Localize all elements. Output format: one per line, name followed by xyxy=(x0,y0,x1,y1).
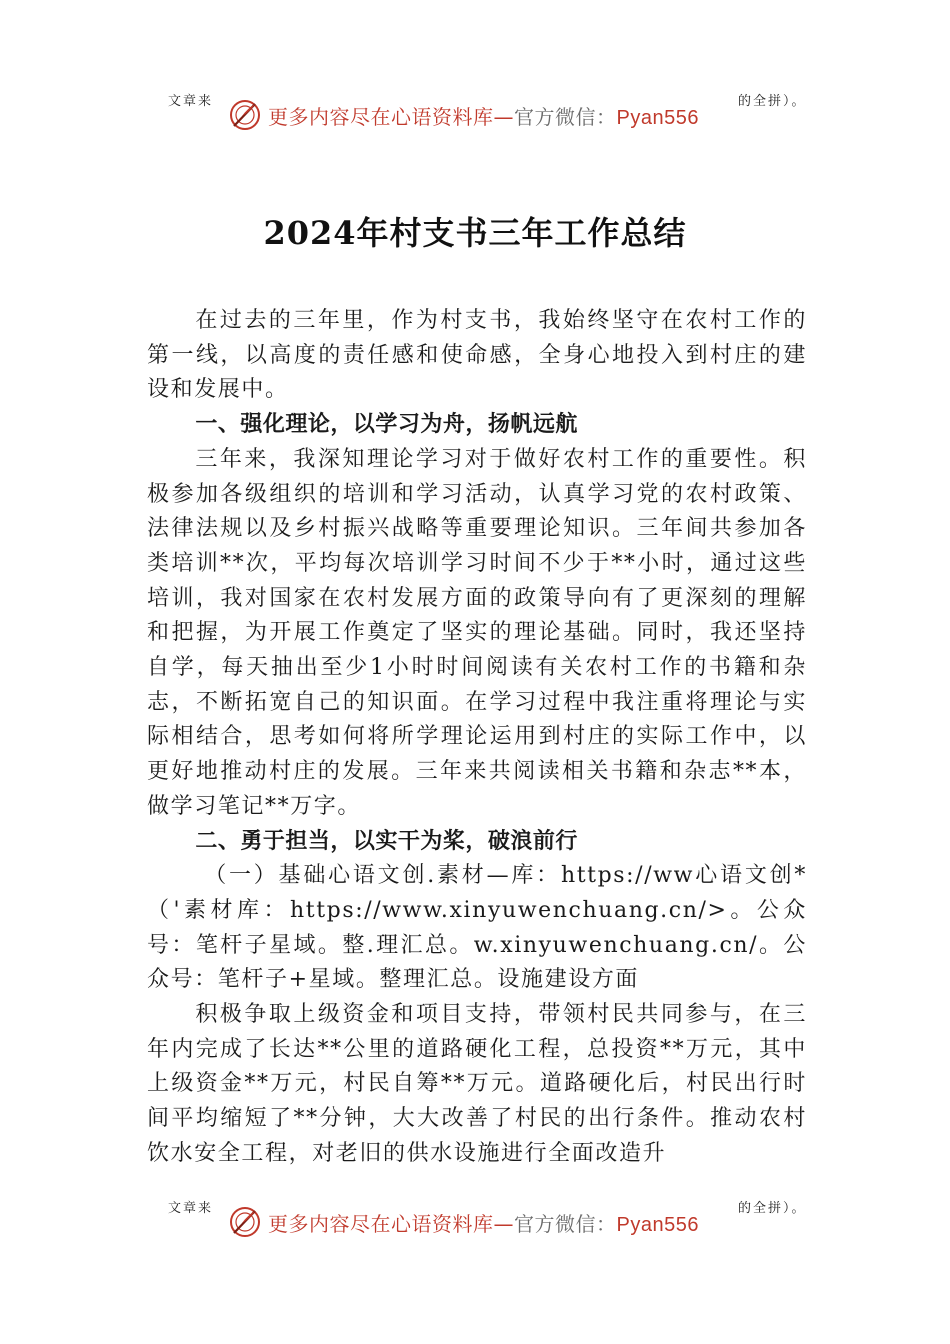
footer-banner-dash: — xyxy=(493,1211,514,1236)
subsection-1-heading: （一）基础心语文创.素材—库：https://ww心语文创*（'素材库：https://www.xinyuwenchuang.cn/>。公众号：笔杆子星域。整.理汇总。w.xinyuwenchuang.cn/。公众号：笔杆子+星域。整理汇总。设施建设方面 xyxy=(147,863,807,993)
quill-seal-logo-icon xyxy=(228,98,262,132)
section-2-paragraph: 积极争取上级资金和项目支持，带领村民共同参与，在三年内完成了长达**公里的道路硬化工程，总投资**万元，其中上级资金**万元，村民自筹**万元。道路硬化后，村民出行时间平均缩短了**分钟，大大改善了村民的出行条件。推动农村饮水安全工程，对老旧的供水设施进行全面改造升 xyxy=(147,1002,807,1166)
section-1-paragraph: 三年来，我深知理论学习对于做好农村工作的重要性。积极参加各级组织的培训和学习活动，认真学习党的农村政策、法律法规以及乡村振兴战略等重要理论知识。三年间共参加各类培训**次，平均每次培训学习时间不少于**小时，通过这些培训，我对国家在农村发展方面的政策导向有了更深刻的理解和把握，为开展工作奠定了坚实的理论基础。同时，我还坚持自学，每天抽出至少1小时时间阅读有关农村工作的书籍和杂志，不断拓宽自己的知识面。在学习过程中我注重将理论与实际相结合，思考如何将所学理论运用到村庄的实际工作中，以更好地推动村庄的发展。三年来共阅读相关书籍和杂志**本，做学习笔记**万字。 xyxy=(147,446,807,819)
header-banner-text xyxy=(268,101,699,130)
header-right-text: 的全拼）。 xyxy=(738,94,807,109)
footer-banner-id: Pyan556 xyxy=(616,1213,699,1236)
header-banner-main: 更多内容尽在心语资料库 xyxy=(268,104,494,129)
footer-left-text: 文章来 xyxy=(168,1201,214,1216)
quill-seal-logo-icon xyxy=(228,1205,262,1239)
intro-paragraph: 在过去的三年里，作为村支书，我始终坚守在农村工作的第一线，以高度的责任感和使命感，全身心地投入到村庄的建设和发展中。 xyxy=(147,308,807,403)
header-banner-id: Pyan556 xyxy=(616,106,699,129)
document-body xyxy=(147,304,807,1172)
header-banner xyxy=(228,98,699,132)
header-left-text: 文章来 xyxy=(168,94,214,109)
header-banner-dash: — xyxy=(493,104,514,129)
header-banner-label: 官方微信： xyxy=(514,104,617,129)
section-heading-1: 一、强化理论，以学习为舟，扬帆远航 xyxy=(195,412,578,438)
section-heading-2: 二、勇于担当，以实干为桨，破浪前行 xyxy=(195,828,578,854)
document-title: 2024年村支书三年工作总结 xyxy=(263,214,687,252)
footer-banner-main: 更多内容尽在心语资料库 xyxy=(268,1211,494,1236)
footer-banner xyxy=(228,1205,699,1239)
footer-right-text: 的全拼）。 xyxy=(738,1201,807,1216)
footer-banner-text xyxy=(268,1208,699,1237)
footer-banner-label: 官方微信： xyxy=(514,1211,617,1236)
